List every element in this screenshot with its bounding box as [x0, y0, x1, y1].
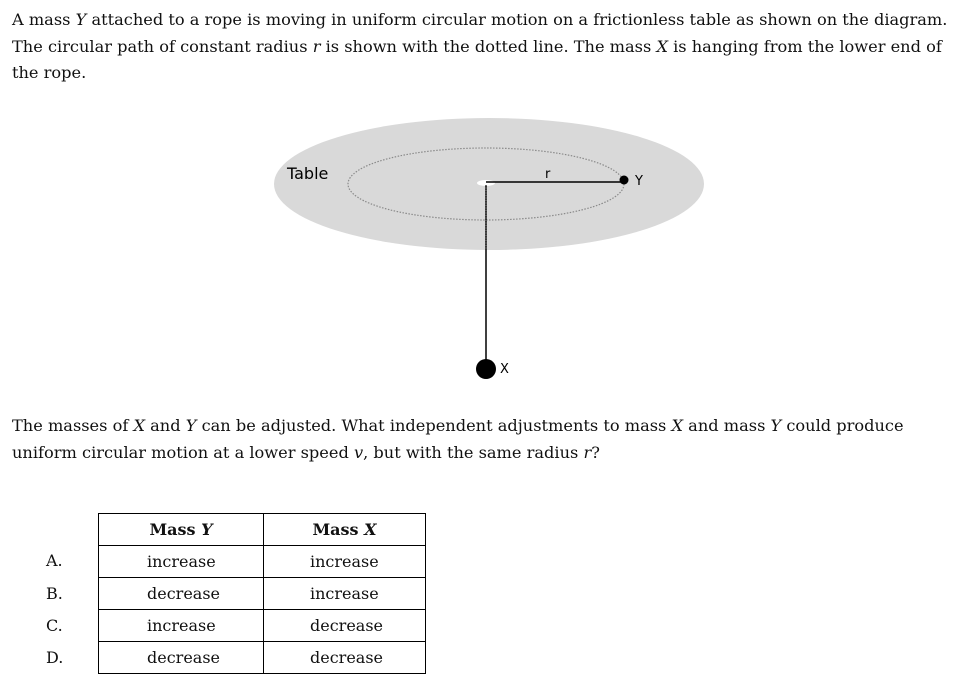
- intro-text-4: is hanging from the lower end of the rope.: [12, 36, 942, 82]
- table-row: [99, 578, 426, 610]
- mass-x: [476, 359, 496, 379]
- question-text-1: The masses of: [12, 416, 134, 435]
- header-mass-x-var: X: [364, 520, 377, 539]
- header-mass-y-prefix: Mass: [149, 520, 202, 539]
- cell-mass-y: decrease: [99, 578, 264, 610]
- radius-label: r: [545, 167, 551, 182]
- question-text-4: and mass: [683, 416, 771, 435]
- question-paragraph: [12, 413, 952, 466]
- table-row: [99, 546, 426, 578]
- mass-x-label: X: [500, 362, 509, 377]
- cell-mass-x: decrease: [264, 610, 426, 642]
- intro-text-1: A mass: [12, 10, 76, 29]
- cell-mass-x: decrease: [264, 642, 426, 674]
- var-r: r: [583, 442, 592, 462]
- intro-text-3: is shown with the dotted line. The mass: [320, 36, 657, 56]
- cell-mass-x: increase: [264, 546, 426, 578]
- var-y: Y: [75, 10, 87, 29]
- question-text-3: can be adjusted. What independent adjustments to mass: [196, 416, 672, 435]
- var-x: X: [671, 416, 684, 435]
- table-label: Table: [287, 164, 329, 183]
- cell-mass-y: increase: [99, 546, 264, 578]
- table-row: [99, 642, 426, 674]
- cell-mass-y: decrease: [99, 642, 264, 674]
- mass-y-label: Y: [635, 174, 643, 189]
- option-label-d: D.: [46, 648, 64, 667]
- var-y: Y: [185, 416, 197, 435]
- var-v: v: [353, 442, 364, 462]
- var-x: X: [133, 416, 146, 435]
- question-text-7: ?: [591, 442, 600, 462]
- cell-mass-y: increase: [99, 610, 264, 642]
- var-x: X: [656, 36, 668, 56]
- header-mass-x: [264, 514, 426, 546]
- question-text-2: and: [145, 416, 186, 435]
- header-mass-y: [99, 514, 264, 546]
- var-y: Y: [770, 416, 782, 435]
- intro-text-2: attached to a rope is moving in uniform circular motion on a frictionless table as shown on the diagram. The circular path of constant radius: [12, 10, 948, 56]
- option-label-a: A.: [46, 551, 63, 570]
- header-mass-x-prefix: Mass: [312, 520, 365, 539]
- header-mass-y-var: Y: [201, 520, 213, 539]
- answer-table-header: [99, 514, 426, 546]
- question-text-6: , but with the same radius: [363, 442, 584, 462]
- var-r: r: [312, 36, 321, 56]
- mass-y: [620, 176, 629, 185]
- option-label-b: B.: [46, 584, 63, 603]
- table-row: [99, 610, 426, 642]
- cell-mass-x: increase: [264, 578, 426, 610]
- answer-table: [98, 513, 426, 674]
- question-text-5: could produce uniform circular motion at a lower speed: [12, 416, 904, 462]
- option-label-c: C.: [46, 616, 63, 635]
